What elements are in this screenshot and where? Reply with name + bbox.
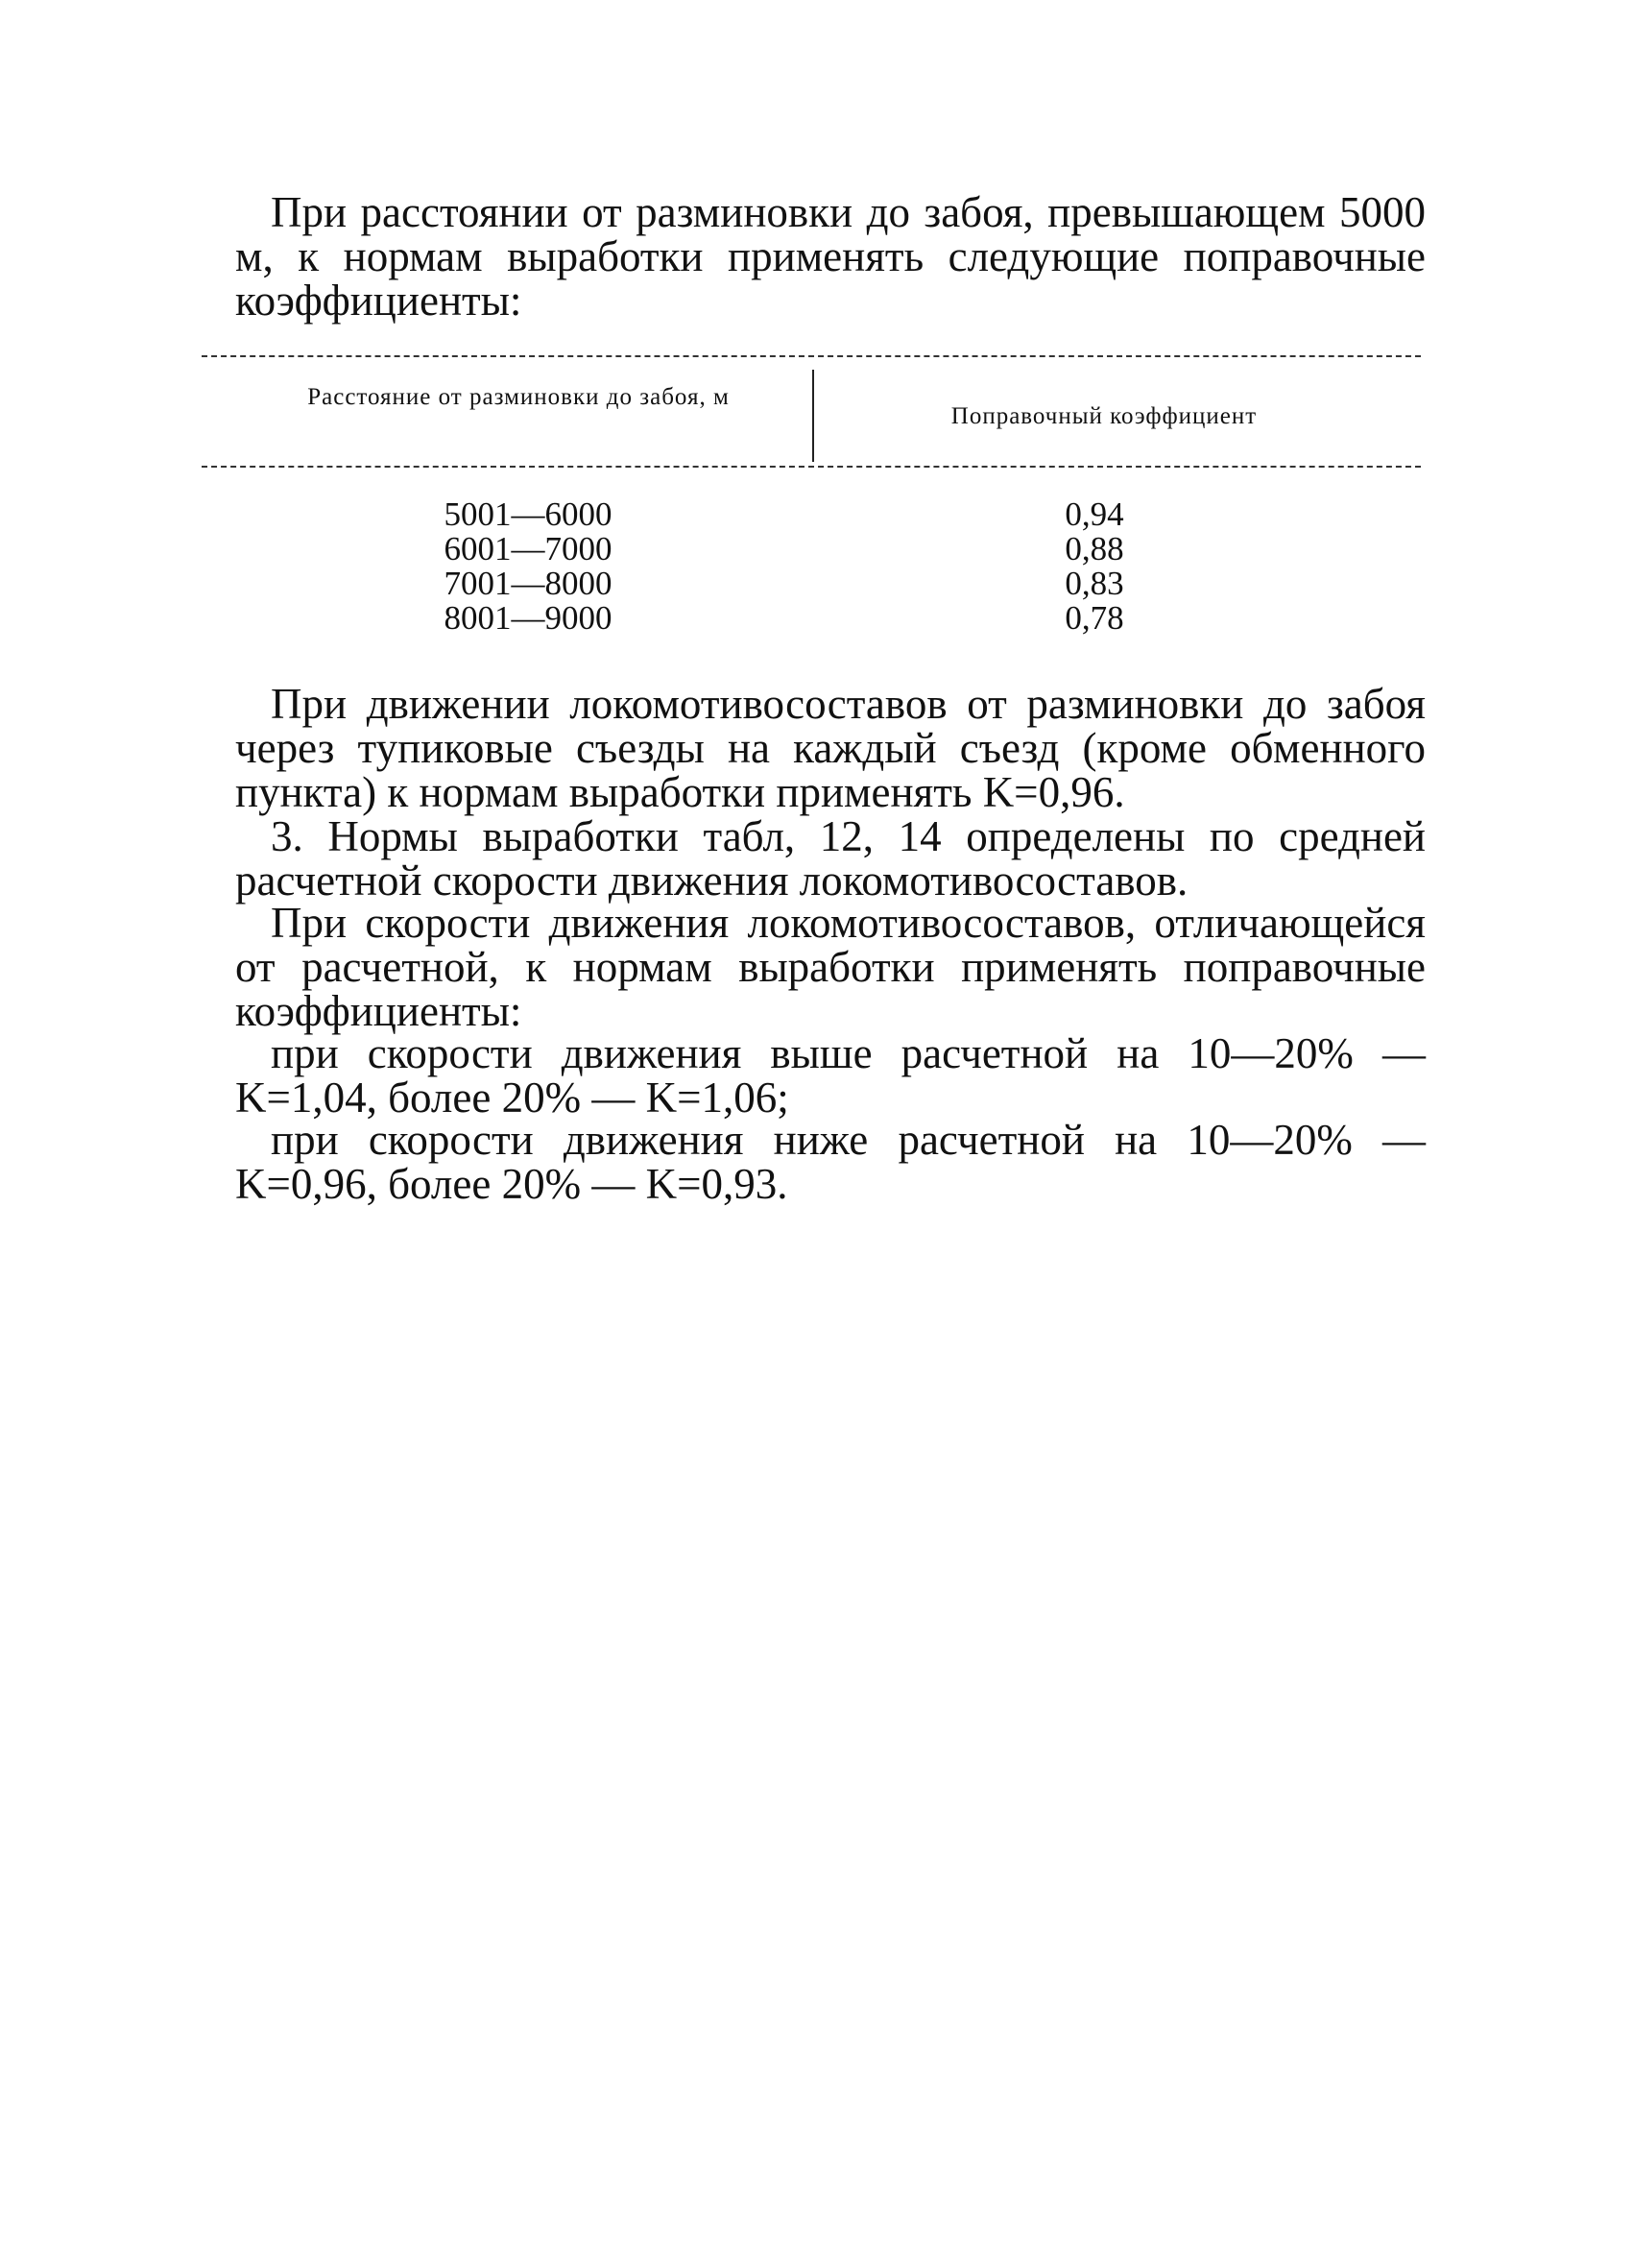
item-3-paragraph: 3. Нормы выработки табл, 12, 14 определены по средней расчетной скорости движения локомотивосоставов.	[235, 812, 1426, 905]
speed-intro-paragraph: При скорости движения локомотивосоставов, отличающейся от расчетной, к нормам выработки применять поправочные коэффициенты:	[235, 899, 1426, 1035]
table-top-rule	[202, 355, 1421, 357]
coefficient-cell: 0,88	[1065, 530, 1124, 567]
distance-cell: 7001—8000	[444, 565, 612, 602]
correction-table	[202, 346, 1421, 639]
coefficient-cell: 0,78	[1065, 599, 1124, 637]
speed-lower-paragraph: при скорости движения ниже расчетной на 10—20% — K=0,96, более 20% — K=0,93.	[235, 1116, 1426, 1208]
coefficient-column	[1027, 497, 1162, 636]
header-coefficient: Поправочный коэффициент	[950, 403, 1258, 429]
coefficient-cell: 0,94	[1065, 495, 1124, 533]
distance-cell: 6001—7000	[444, 530, 612, 567]
intro-paragraph: При расстоянии от разминовки до забоя, превышающем 5000 м, к нормам выработки применять следующие поправочные коэффициенты:	[235, 188, 1426, 325]
speed-higher-paragraph: при скорости движения выше расчетной на 10—20% — K=1,04, более 20% — K=1,06;	[235, 1029, 1426, 1122]
table-header-rule	[202, 466, 1421, 468]
distance-cell: 8001—9000	[444, 599, 612, 637]
distance-cell: 5001—6000	[444, 495, 612, 533]
coefficient-cell: 0,83	[1065, 565, 1124, 602]
distance-column	[403, 497, 653, 636]
dead-end-paragraph: При движении локомотивосоставов от разминовки до забоя через тупиковые съезды на каждый съезд (кроме обменного пункта) к нормам выработки применять K=0,96.	[235, 680, 1426, 816]
table-header-divider	[812, 370, 814, 462]
header-distance: Расстояние от разминовки до забоя, м	[307, 384, 730, 410]
